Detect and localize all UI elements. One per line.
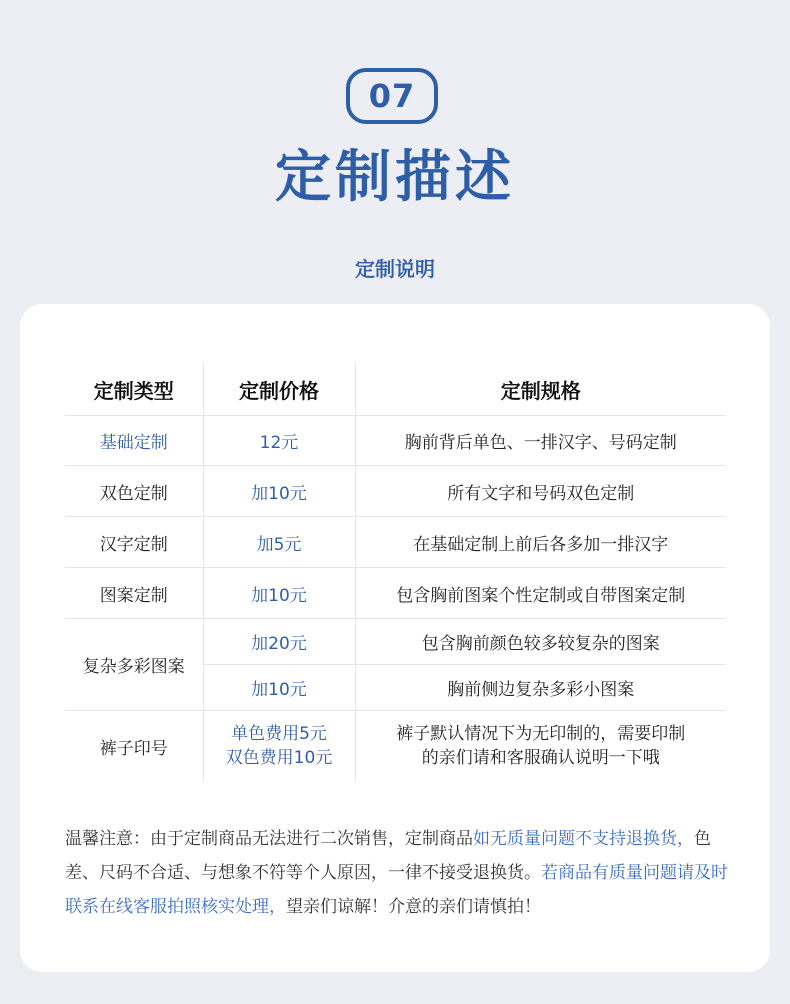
row-type: 图案定制 bbox=[65, 568, 203, 619]
row-price: 加20元 bbox=[203, 619, 355, 665]
header-spec: 定制规格 bbox=[355, 363, 726, 416]
header-price: 定制价格 bbox=[203, 363, 355, 416]
notice-text: 色差、尺码不合适、与想象不符等个人原因，一律不接受退换货。 bbox=[65, 829, 711, 883]
row-type: 双色定制 bbox=[65, 466, 203, 517]
price-line: 单色费用5元 bbox=[231, 724, 327, 744]
spec-line: 的亲们请和客服确认说明一下哦 bbox=[421, 748, 660, 768]
customization-table bbox=[65, 363, 726, 781]
price-line: 双色费用10元 bbox=[225, 748, 333, 768]
row-type: 裤子印号 bbox=[65, 711, 203, 782]
row-spec: 包含胸前图案个性定制或自带图案定制 bbox=[355, 568, 726, 619]
row-type: 复杂多彩图案 bbox=[65, 619, 203, 711]
table-header-row bbox=[65, 363, 726, 416]
page-title: 定制描述 bbox=[275, 145, 515, 210]
row-price: 加10元 bbox=[203, 466, 355, 517]
notice-highlight: 若商品有质量问题请及时联系在线客服拍照核实处理， bbox=[65, 863, 728, 917]
row-price: 加5元 bbox=[203, 517, 355, 568]
row-spec bbox=[355, 711, 726, 782]
row-spec: 在基础定制上前后各多加一排汉字 bbox=[355, 517, 726, 568]
notice-highlight: 如无质量问题不支持退换货， bbox=[473, 829, 694, 849]
table-row bbox=[65, 711, 726, 782]
row-spec: 所有文字和号码双色定制 bbox=[355, 466, 726, 517]
notice-paragraph bbox=[65, 822, 730, 924]
row-price: 加10元 bbox=[203, 568, 355, 619]
notice-text: 温馨注意：由于定制商品无法进行二次销售，定制商品 bbox=[65, 829, 473, 849]
section-subtitle: 定制说明 bbox=[355, 257, 435, 281]
section-number-badge bbox=[346, 68, 438, 124]
row-price: 12元 bbox=[203, 416, 355, 466]
content-card bbox=[20, 304, 770, 972]
table-row bbox=[65, 466, 726, 517]
table-row bbox=[65, 619, 726, 665]
row-price bbox=[203, 711, 355, 782]
table-row bbox=[65, 568, 726, 619]
row-price: 加10元 bbox=[203, 665, 355, 711]
row-spec: 胸前背后单色、一排汉字、号码定制 bbox=[355, 416, 726, 466]
row-type: 汉字定制 bbox=[65, 517, 203, 568]
table-row bbox=[65, 517, 726, 568]
notice-text: 望亲们谅解！介意的亲们请慎拍！ bbox=[286, 897, 541, 917]
section-number: 07 bbox=[368, 77, 416, 115]
header-type: 定制类型 bbox=[65, 363, 203, 416]
row-spec: 胸前侧边复杂多彩小图案 bbox=[355, 665, 726, 711]
spec-line: 裤子默认情况下为无印制的，需要印制 bbox=[396, 724, 686, 744]
table-row bbox=[65, 416, 726, 466]
row-spec: 包含胸前颜色较多较复杂的图案 bbox=[355, 619, 726, 665]
row-type: 基础定制 bbox=[65, 416, 203, 466]
